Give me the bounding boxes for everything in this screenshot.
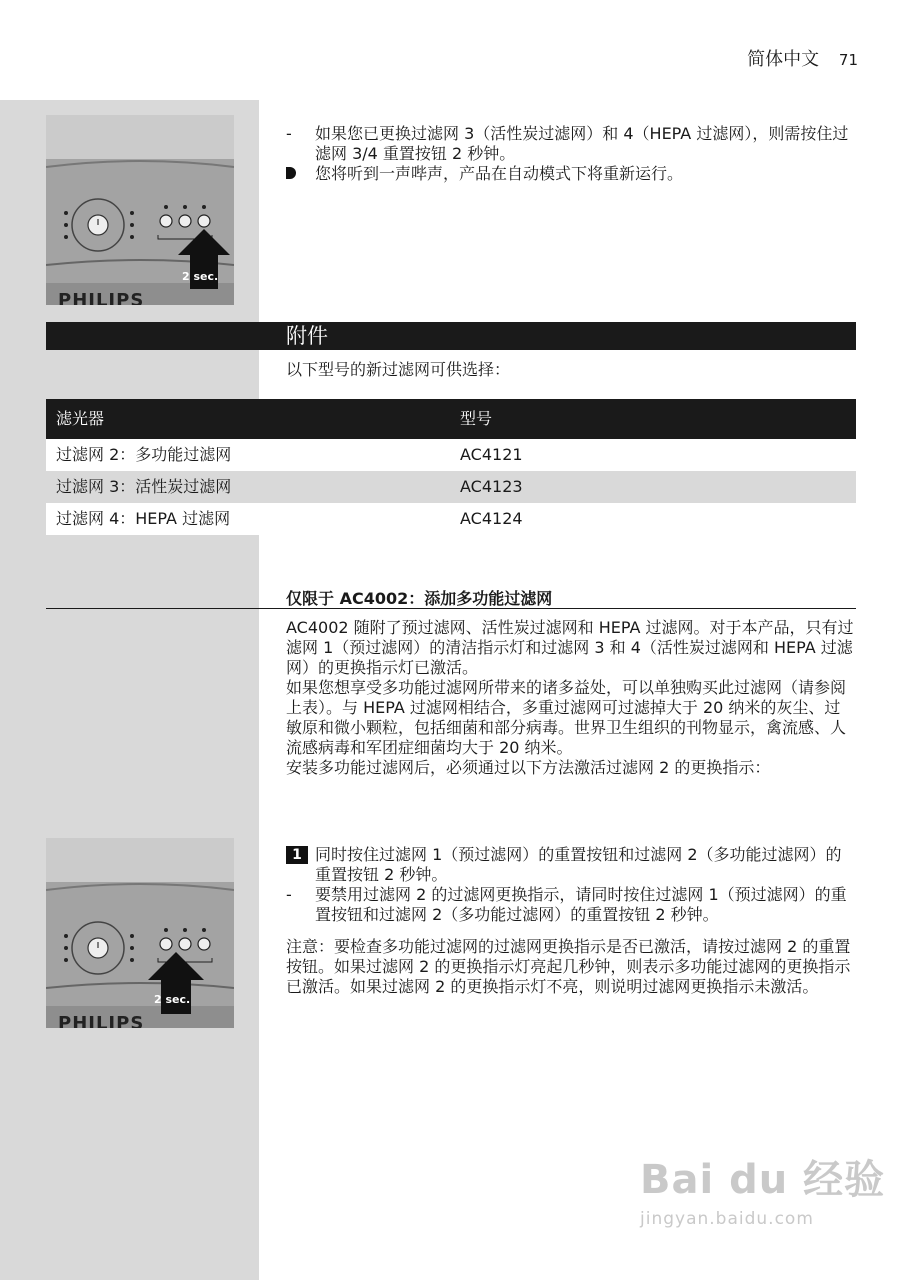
table-cell: 过滤网 3：活性炭过滤网	[56, 477, 232, 496]
reset-button-1-icon	[160, 215, 172, 227]
reset-button-2-icon	[179, 215, 191, 227]
reset-button-1-icon	[160, 938, 172, 950]
watermark-logo-text: Bai du 经验	[640, 1157, 886, 1203]
subsection-title: 仅限于 AC4002：添加多功能过滤网	[286, 589, 553, 608]
brand-logo: PHILIPS	[58, 1013, 145, 1028]
control-panel-illustration-1	[46, 115, 234, 305]
paragraph: AC4002 随附了预过滤网、活性炭过滤网和 HEPA 过滤网。对于本产品，只有过滤网 1（预过滤网）的清洁指示灯和过滤网 3 和 4（活性炭过滤网和 HEPA 过滤网）的更换指示灯已激活。	[286, 618, 854, 677]
paragraph: 安装多功能过滤网后，必须通过以下方法激活过滤网 2 的更换指示：	[286, 758, 771, 777]
activation-steps	[286, 845, 856, 997]
table-cell: AC4123	[460, 477, 523, 496]
table-row	[46, 439, 856, 471]
control-panel-illustration-2	[46, 838, 234, 1028]
column-header-model: 型号	[460, 409, 493, 428]
filter-reset-instructions	[286, 124, 856, 184]
step-number-badge: 1	[286, 846, 308, 864]
instruction-text-2: 您将听到一声哔声，产品在自动模式下将重新运行。	[315, 164, 684, 183]
table-cell: AC4124	[460, 509, 523, 528]
table-row	[46, 503, 856, 535]
page-header	[747, 45, 858, 71]
reset-button-34-icon	[198, 215, 210, 227]
table-cell: 过滤网 2：多功能过滤网	[56, 445, 232, 464]
reset-button-2-icon	[179, 938, 191, 950]
paragraph: 如果您想享受多功能过滤网所带来的诸多益处，可以单独购买此过滤网（请参阅上表）。与 HEPA 过滤网相结合，多重过滤网可过滤掉大于 20 纳米的灰尘、过敏原和微小颗粒，包括细菌和部分病毒。世界卫生组织的刊物显示，禽流感、人流感病毒和军团症细菌均大于 20 纳米。	[286, 678, 847, 757]
baidu-watermark	[640, 1148, 885, 1229]
page-number: 71	[838, 51, 858, 69]
table-cell: AC4121	[460, 445, 523, 464]
dash-marker: -	[286, 124, 292, 143]
hold-duration-label: 2 sec.	[182, 270, 219, 283]
column-header-filter: 滤光器	[56, 409, 105, 428]
dash-marker: -	[286, 885, 292, 904]
table-header-row	[46, 399, 856, 439]
step-text: 同时按住过滤网 1（预过滤网）的重置按钮和过滤网 2（多功能过滤网）的重置按钮 2 秒钟。	[315, 845, 842, 884]
language-label: 简体中文	[747, 49, 820, 70]
note-paragraph: 注意：要检查多功能过滤网的过滤网更换指示是否已激活，请按过滤网 2 的重置按钮。如果过滤网 2 的更换指示灯亮起几秒钟，则表示多功能过滤网的更换指示已激活。如果过滤网 2 的更换指示灯不亮，则说明过滤网更换指示未激活。	[286, 937, 851, 996]
brand-logo: PHILIPS	[58, 290, 145, 305]
disable-instruction-text: 要禁用过滤网 2 的过滤网更换指示，请同时按住过滤网 1（预过滤网）的重置按钮和过滤网 2（多功能过滤网）的重置按钮 2 秒钟。	[315, 885, 847, 924]
result-bullet-icon	[286, 167, 296, 179]
section-heading-bar	[46, 322, 856, 350]
accessories-intro: 以下型号的新过滤网可供选择：	[286, 360, 511, 379]
instruction-text-1: 如果您已更换过滤网 3（活性炭过滤网）和 4（HEPA 过滤网），则需按住过滤网 3/4 重置按钮 2 秒钟。	[315, 124, 849, 163]
section-title: 附件	[286, 324, 328, 348]
watermark-url: jingyan.baidu.com	[640, 1209, 814, 1229]
filter-model-table	[46, 399, 856, 535]
ac4002-description	[286, 618, 856, 778]
reset-button-34-icon	[198, 938, 210, 950]
table-row	[46, 471, 856, 503]
control-panel-drawing	[46, 159, 234, 305]
control-panel-drawing	[46, 882, 234, 1028]
hold-duration-label: 2 sec.	[154, 993, 191, 1006]
table-cell: 过滤网 4：HEPA 过滤网	[56, 509, 231, 528]
subsection-divider	[46, 608, 856, 609]
